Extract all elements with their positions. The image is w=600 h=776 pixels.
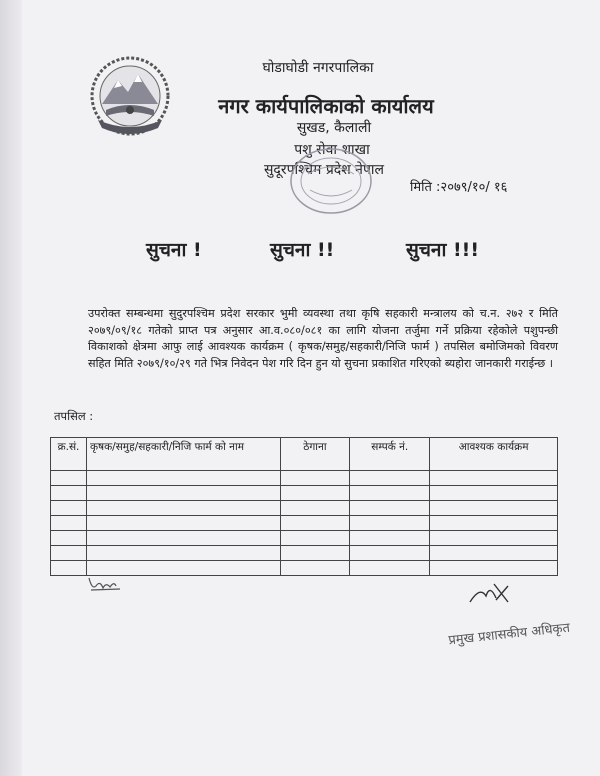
table-cell bbox=[280, 471, 350, 486]
table-cell bbox=[51, 486, 87, 501]
table-row bbox=[51, 546, 558, 561]
notice-word: सुचना !!! bbox=[406, 239, 479, 261]
table-cell bbox=[430, 486, 558, 501]
table-cell bbox=[350, 501, 430, 516]
initials-signature-icon bbox=[86, 572, 126, 594]
notice-word: सुचना !! bbox=[270, 239, 335, 261]
table-row bbox=[51, 471, 558, 486]
table-cell bbox=[86, 501, 280, 516]
table-cell bbox=[51, 561, 87, 576]
table-cell bbox=[350, 471, 430, 486]
table-cell bbox=[51, 516, 87, 531]
signatory-title: प्रमुख प्रशासकीय अधिकृत bbox=[447, 620, 571, 649]
province-name: सुदूरपश्चिम प्रदेश नेपाल bbox=[263, 162, 385, 178]
notice-word: सुचना ! bbox=[146, 239, 202, 261]
table-cell bbox=[86, 546, 280, 561]
office-location: सुखड, कैलाली bbox=[296, 120, 372, 136]
table-cell bbox=[280, 486, 350, 501]
table-cell bbox=[430, 561, 558, 576]
table-cell bbox=[430, 471, 558, 486]
col-name: कृषक/समुह/सहकारी/निजि फार्म को नाम bbox=[86, 438, 280, 471]
section-name: पशु सेवा शाखा bbox=[294, 142, 370, 158]
table-cell bbox=[51, 501, 87, 516]
table-cell bbox=[86, 486, 280, 501]
col-program: आवश्यक कार्यक्रम bbox=[430, 438, 558, 471]
table-cell bbox=[350, 516, 430, 531]
table-cell bbox=[280, 501, 350, 516]
col-address: ठेगाना bbox=[280, 438, 350, 471]
table-cell bbox=[51, 546, 87, 561]
notice-heading bbox=[0, 236, 600, 264]
office-title: नगर कार्यपालिकाको कार्यालय bbox=[218, 94, 434, 118]
notice-date: मिति :२०७९/१०/ १६ bbox=[410, 180, 508, 195]
table-cell bbox=[430, 516, 558, 531]
table-row bbox=[51, 531, 558, 546]
table-cell bbox=[350, 486, 430, 501]
table-cell bbox=[280, 561, 350, 576]
table-header-row bbox=[51, 438, 558, 471]
table-row bbox=[51, 516, 558, 531]
table-row bbox=[51, 486, 558, 501]
table-cell bbox=[350, 546, 430, 561]
schedule-label: तपसिल : bbox=[54, 409, 94, 423]
table-cell bbox=[430, 546, 558, 561]
table-cell bbox=[51, 471, 87, 486]
table-cell bbox=[280, 516, 350, 531]
col-contact: सम्पर्क नं. bbox=[350, 438, 430, 471]
table-cell bbox=[86, 471, 280, 486]
municipality-name: घोडाघोडी नगरपालिका bbox=[262, 60, 374, 76]
office-stamp-icon bbox=[288, 146, 374, 216]
scan-edge bbox=[0, 0, 22, 776]
table-cell bbox=[280, 531, 350, 546]
table-cell bbox=[350, 531, 430, 546]
table-cell bbox=[51, 531, 87, 546]
col-serial: क्र.सं. bbox=[51, 438, 87, 471]
table-cell bbox=[350, 561, 430, 576]
officer-signature-icon bbox=[466, 578, 512, 608]
table-cell bbox=[280, 546, 350, 561]
table-cell bbox=[430, 531, 558, 546]
table-row bbox=[51, 561, 558, 576]
schedule-table bbox=[50, 437, 558, 576]
table-cell bbox=[86, 516, 280, 531]
table-cell bbox=[86, 531, 280, 546]
table-cell bbox=[430, 501, 558, 516]
notice-body: उपरोक्त सम्बन्धमा सुदुरपश्चिम प्रदेश सरकार भुमी व्यवस्था तथा कृषि सहकारी मन्त्रालय को च.न. २७२ र मिति २०७९/०९/१८ गतेको प्राप्त पत्र अनुसार आ.व.०८०/०८१ का लागि योजना तर्जुमा गर्ने प्रक्रिया रहेकोले पशुपन्छी विकाशको क्षेत्रमा आफु लाई आवश्यक कार्यक्रम ( कृषक/समुह/सहकारी/निजि फार्म ) तपसिल बमोजिमको विवरण सहित मिति २०७९/१०/२९ गते भित्र निवेदन पेश गरि दिन हुन यो सुचना प्रकाशित गरिएको ब्यहोरा जानकारी गराईन्छ । bbox=[88, 307, 558, 370]
table-row bbox=[51, 501, 558, 516]
